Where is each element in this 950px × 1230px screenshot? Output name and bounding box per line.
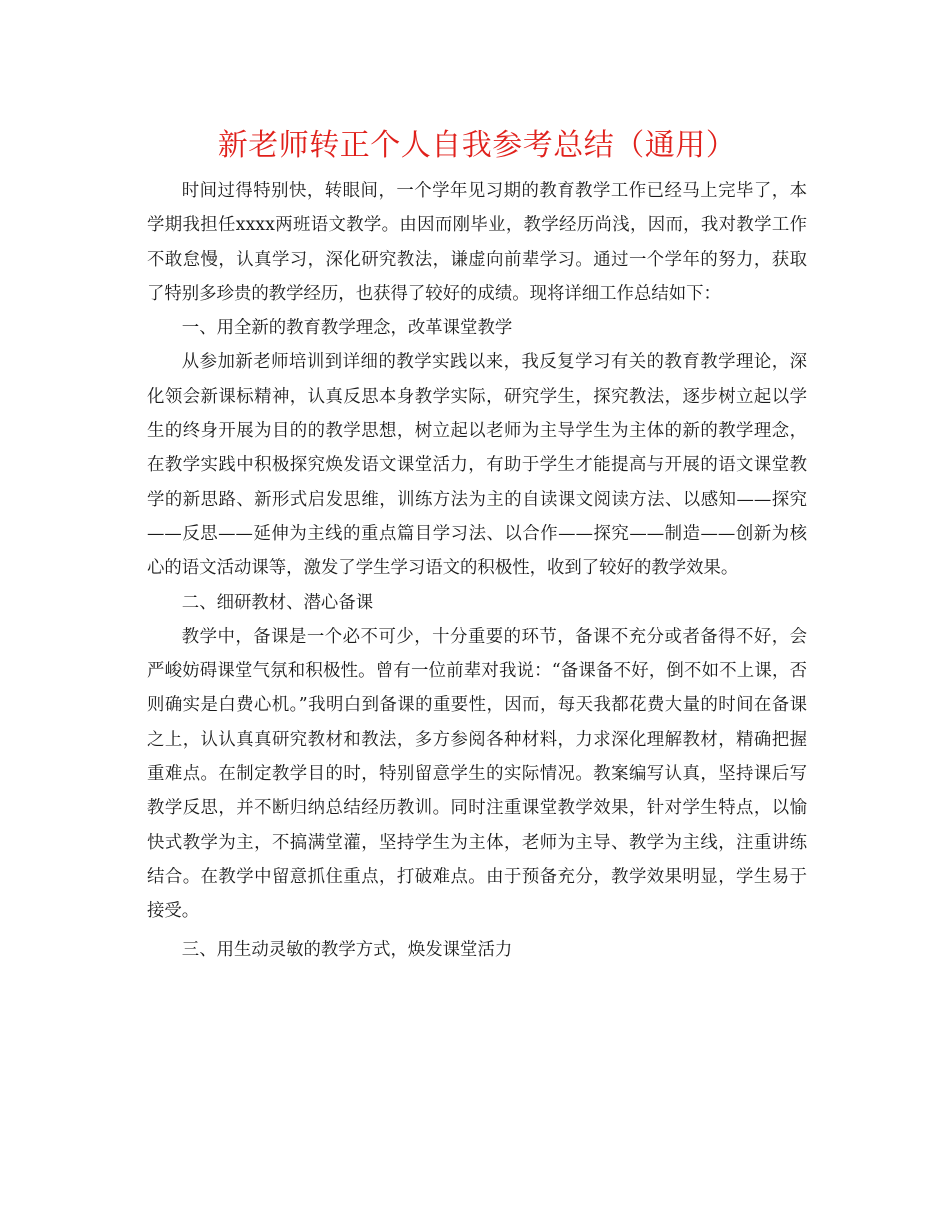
intro-paragraph: 时间过得特别快，转眼间，一个学年见习期的教育教学工作已经马上完毕了，本学期我担任xxxx两班语文教学。由因而刚毕业，教学经历尚浅，因而，我对教学工作不敢怠慢，认真学习，深化研究教法，谦虚向前辈学习。通过一个学年的努力，获取了特别多珍贵的教学经历，也获得了较好的成绩。现将详细工作总结如下：	[147, 181, 807, 304]
section-heading-3: 三、用生动灵敏的教学方式，焕发课堂活力	[181, 939, 513, 960]
document-title: 新老师转正个人自我参考总结（通用）	[217, 128, 737, 163]
section-heading-2: 二、细研教材、潜心备课	[181, 592, 374, 613]
document-page	[147, 118, 807, 967]
section-body-2: 教学中，备课是一个必不可少，十分重要的环节，备课不充分或者备得不好，会严峻妨碍课堂气氛和积极性。曾有一位前辈对我说：“备课备不好，倒不如不上课，否则确实是白费心机。”我明白到备课的重要性，因而，每天我都花费大量的时间在备课之上，认认真真研究教材和教法，多方参阅各种材料，力求深化理解教材，精确把握重难点。在制定教学目的时，特别留意学生的实际情况。教案编写认真，坚持课后写教学反思，并不断归纳总结经历教训。同时注重课堂教学效果，针对学生特点，以愉快式教学为主，不搞满堂灌，坚持学生为主体，老师为主导、教学为主线，注重讲练结合。在教学中留意抓住重点，打破难点。由于预备充分，教学效果明显，学生易于接受。	[147, 626, 807, 922]
section-body-1: 从参加新老师培训到详细的教学实践以来，我反复学习有关的教育教学理论，深化领会新课标精神，认真反思本身教学实际，研究学生，探究教法，逐步树立起以学生的终身开展为目的的教学思想，树立起以老师为主导学生为主体的新的教学理念，在教学实践中积极探究焕发语文课堂活力，有助于学生才能提高与开展的语文课堂教学的新思路、新形式启发思维，训练方法为主的自读课文阅读方法、以感知——探究——反思——延伸为主线的重点篇目学习法、以合作——探究——制造——创新为核心的语文活动课等，激发了学生学习语文的积极性，收到了较好的教学效果。	[147, 352, 807, 579]
section-heading-1: 一、用全新的教育教学理念，改革课堂教学	[181, 318, 513, 339]
